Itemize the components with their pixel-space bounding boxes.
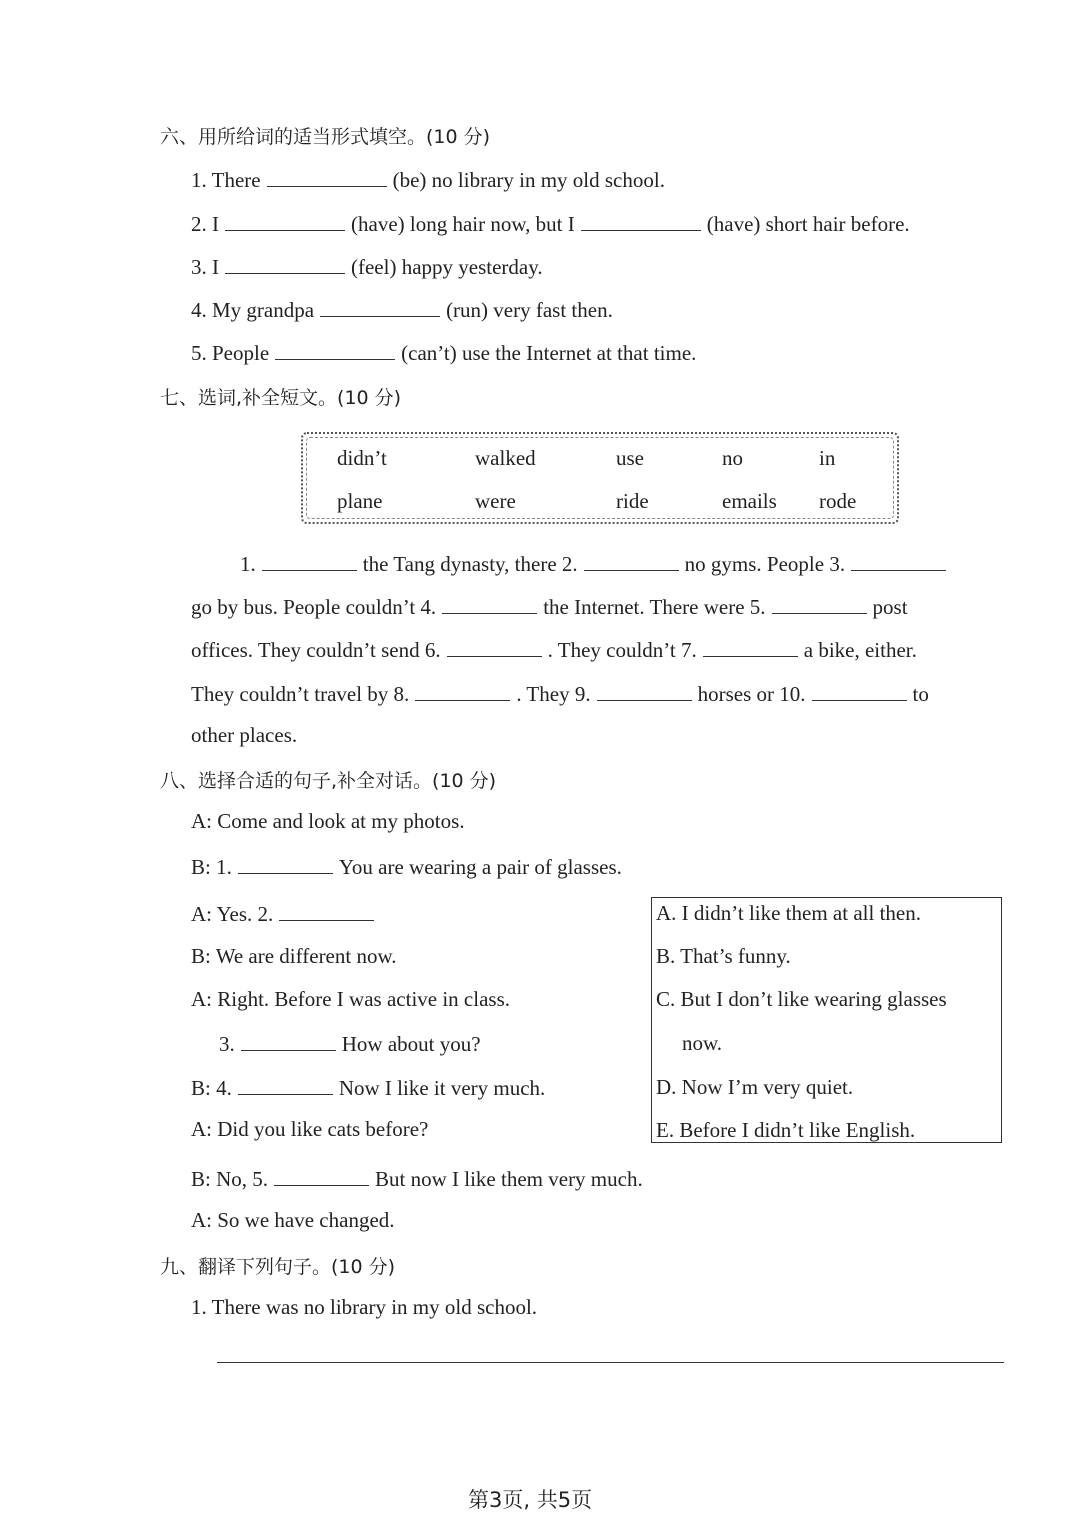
s7-passage-line-2 (191, 593, 908, 620)
d7-text-b: Now I like it very much. (338, 1076, 546, 1100)
s7-l4-text-b: . They 9. (516, 682, 591, 706)
dialogue-line-7 (191, 1074, 545, 1101)
s6-q2-text-b: (have) long hair now, but I (351, 212, 575, 236)
s6-question-4 (191, 296, 613, 323)
answer-blank[interactable] (225, 210, 345, 231)
dialogue-line-6 (219, 1030, 481, 1057)
s7-passage-line-4 (191, 680, 929, 707)
section-8-heading: 八、选择合适的句子,补全对话。(10 分) (160, 770, 497, 792)
section-9-heading: 九、翻译下列句子。(10 分) (160, 1256, 396, 1278)
s6-question-5 (191, 339, 696, 366)
section-7-heading: 七、选词,补全短文。(10 分) (160, 387, 402, 409)
s6-q4-text-b: (run) very fast then. (446, 298, 613, 322)
answer-blank[interactable] (851, 550, 946, 571)
word-bank-word: in (819, 446, 836, 470)
option-c-continued: now. (682, 1031, 723, 1055)
word-bank-word: didn’t (337, 446, 387, 470)
word-bank-word: use (616, 446, 644, 470)
option-e: E. Before I didn’t like English. (656, 1118, 916, 1142)
s6-question-1 (191, 166, 665, 193)
word-bank-word: plane (337, 489, 383, 513)
s7-passage-line-3 (191, 636, 917, 663)
answer-blank[interactable] (442, 593, 537, 614)
s6-q1-text-b: (be) no library in my old school. (392, 168, 665, 192)
d2-text-b: You are wearing a pair of glasses. (338, 855, 622, 879)
answer-blank[interactable] (703, 636, 798, 657)
s6-question-2 (191, 210, 910, 237)
s7-l4-text-a: They couldn’t travel by 8. (191, 682, 410, 706)
d9-text-b: But now I like them very much. (375, 1167, 643, 1191)
answer-blank[interactable] (279, 900, 374, 921)
section-6-heading: 六、用所给词的适当形式填空。(10 分) (160, 126, 491, 148)
d3-text-a: A: Yes. 2. (191, 902, 274, 926)
options-box (651, 897, 1002, 1143)
s7-l1-text-c: no gyms. People 3. (684, 552, 846, 576)
answer-blank[interactable] (262, 550, 357, 571)
answer-blank[interactable] (597, 680, 692, 701)
word-bank-box (301, 432, 899, 524)
s6-q5-text-b: (can’t) use the Internet at that time. (401, 341, 697, 365)
option-d: D. Now I’m very quiet. (656, 1075, 854, 1099)
word-bank-word: walked (475, 446, 536, 470)
s6-q3-text-a: 3. I (191, 255, 219, 279)
dialogue-line-9 (191, 1165, 643, 1192)
s7-l4-text-d: to (912, 682, 929, 706)
answer-blank[interactable] (238, 853, 333, 874)
answer-blank[interactable] (275, 339, 395, 360)
d7-text-a: B: 4. (191, 1076, 232, 1100)
answer-blank[interactable] (274, 1165, 369, 1186)
s6-q1-text-a: 1. There (191, 168, 261, 192)
answer-blank[interactable] (238, 1074, 333, 1095)
answer-blank[interactable] (320, 296, 440, 317)
s7-l2-text-b: the Internet. There were 5. (543, 595, 766, 619)
s6-q4-text-a: 4. My grandpa (191, 298, 315, 322)
s7-passage-line-5: other places. (191, 723, 298, 747)
answer-blank[interactable] (812, 680, 907, 701)
s7-l4-text-c: horses or 10. (697, 682, 806, 706)
dialogue-line-2 (191, 853, 622, 880)
dialogue-line-1: A: Come and look at my photos. (191, 809, 465, 833)
d9-text-a: B: No, 5. (191, 1167, 269, 1191)
answer-blank[interactable] (581, 210, 701, 231)
dialogue-line-8: A: Did you like cats before? (191, 1117, 429, 1141)
s7-l3-text-c: a bike, either. (803, 638, 917, 662)
answer-blank[interactable] (225, 253, 345, 274)
word-bank-word: no (722, 446, 743, 470)
answer-blank[interactable] (447, 636, 542, 657)
dialogue-line-3 (191, 900, 380, 927)
s7-l3-text-b: . They couldn’t 7. (547, 638, 697, 662)
s6-q2-text-c: (have) short hair before. (706, 212, 910, 236)
s6-q5-text-a: 5. People (191, 341, 270, 365)
s7-l2-text-c: post (872, 595, 908, 619)
option-c: C. But I don’t like wearing glasses (656, 987, 947, 1011)
d6-text-a: 3. (219, 1032, 235, 1056)
option-b: B. That’s funny. (656, 944, 791, 968)
s7-passage-line-1 (240, 550, 952, 577)
answer-blank[interactable] (241, 1030, 336, 1051)
s7-l2-text-a: go by bus. People couldn’t 4. (191, 595, 437, 619)
option-a: A. I didn’t like them at all then. (656, 901, 921, 925)
d2-text-a: B: 1. (191, 855, 232, 879)
dialogue-line-5: A: Right. Before I was active in class. (191, 987, 510, 1011)
translation-answer-line[interactable] (217, 1362, 1004, 1363)
word-bank-word: were (475, 489, 516, 513)
word-bank-word: ride (616, 489, 649, 513)
dialogue-line-4: B: We are different now. (191, 944, 397, 968)
answer-blank[interactable] (772, 593, 867, 614)
answer-blank[interactable] (415, 680, 510, 701)
s7-l1-text-a: 1. (240, 552, 256, 576)
answer-blank[interactable] (267, 166, 387, 187)
d6-text-b: How about you? (341, 1032, 481, 1056)
dialogue-line-10: A: So we have changed. (191, 1208, 395, 1232)
s7-l3-text-a: offices. They couldn’t send 6. (191, 638, 441, 662)
word-bank-word: emails (722, 489, 777, 513)
answer-blank[interactable] (584, 550, 679, 571)
s6-question-3 (191, 253, 543, 280)
s6-q3-text-b: (feel) happy yesterday. (351, 255, 543, 279)
word-bank-word: rode (819, 489, 857, 513)
page-number-footer: 第3页, 共5页 (468, 1488, 593, 1512)
s7-l1-text-b: the Tang dynasty, there 2. (362, 552, 578, 576)
s6-q2-text-a: 2. I (191, 212, 219, 236)
s9-question-1: 1. There was no library in my old school. (191, 1295, 538, 1319)
